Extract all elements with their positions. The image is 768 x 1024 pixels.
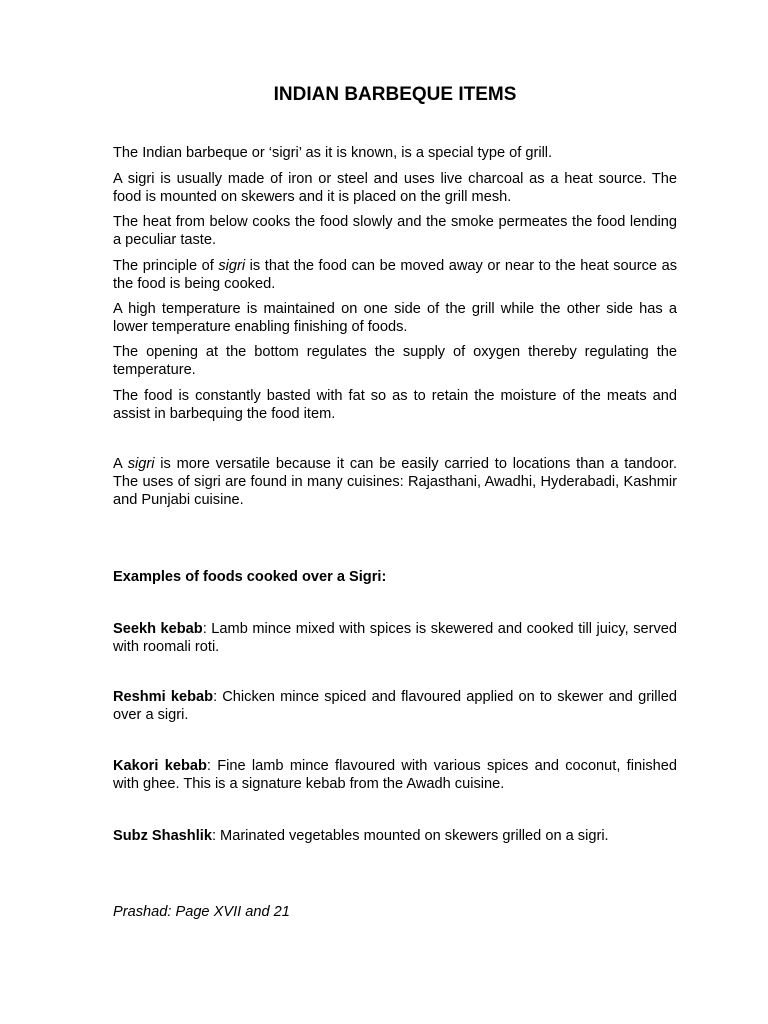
example-name: Reshmi kebab [113, 689, 214, 705]
paragraph-principle [113, 257, 677, 293]
example-description: : Marinated vegetables mounted on skewers grilled on a sigri. [211, 828, 609, 844]
example-item [113, 757, 677, 793]
paragraph-principle-italic: sigri [218, 258, 246, 274]
paragraph-heat: The heat from below cooks the food slowly and the smoke permeates the food lending a peculiar taste. [113, 214, 677, 248]
paragraph-versatility-text-2: is more versatile because it can be easily carried to locations than a tandoor. The uses of sigri are found in many cuisines: Rajasthani, Awadhi, Hyderabadi, Kashmir and Punjabi cuisine. [113, 456, 677, 508]
page-title: INDIAN BARBEQUE ITEMS [273, 84, 517, 105]
example-name: Kakori kebab [113, 758, 207, 774]
paragraph-material: A sigri is usually made of iron or steel and uses live charcoal as a heat source. The food is mounted on skewers and it is placed on the grill mesh. [113, 171, 677, 205]
paragraph-basting: The food is constantly basted with fat so as to retain the moisture of the meats and assist in barbequing the food item. [113, 388, 677, 422]
paragraph-principle-text-1: The principle of [113, 258, 219, 274]
paragraph-versatility-text-1: A [113, 456, 128, 472]
paragraph-principle-text-2: is that the food can be moved away or near to the heat source as the food is being cooked. [113, 258, 677, 292]
reference-citation: Prashad: Page XVII and 21 [113, 904, 290, 920]
paragraph-versatility-italic: sigri [127, 456, 155, 472]
paragraph-opening: The opening at the bottom regulates the supply of oxygen thereby regulating the temperature. [113, 344, 677, 378]
example-name: Subz Shashlik [113, 828, 212, 844]
example-item [113, 827, 677, 845]
example-description: : Fine lamb mince flavoured with various spices and coconut, finished with ghee. This is a signature kebab from the Awadh cuisine. [113, 758, 677, 792]
example-name: Seekh kebab [113, 621, 203, 637]
example-description: : Chicken mince spiced and flavoured applied on to skewer and grilled over a sigri. [113, 689, 678, 723]
paragraph-versatility [113, 455, 677, 509]
paragraph-intro: The Indian barbeque or ‘sigri’ as it is known, is a special type of grill. [113, 145, 553, 161]
example-item [113, 620, 677, 656]
paragraph-temperature: A high temperature is maintained on one side of the grill while the other side has a lower temperature enabling finishing of foods. [113, 301, 677, 335]
examples-heading: Examples of foods cooked over a Sigri: [113, 569, 387, 585]
example-item [113, 688, 677, 724]
example-description: : Lamb mince mixed with spices is skewered and cooked till juicy, served with roomali roti. [113, 621, 678, 655]
